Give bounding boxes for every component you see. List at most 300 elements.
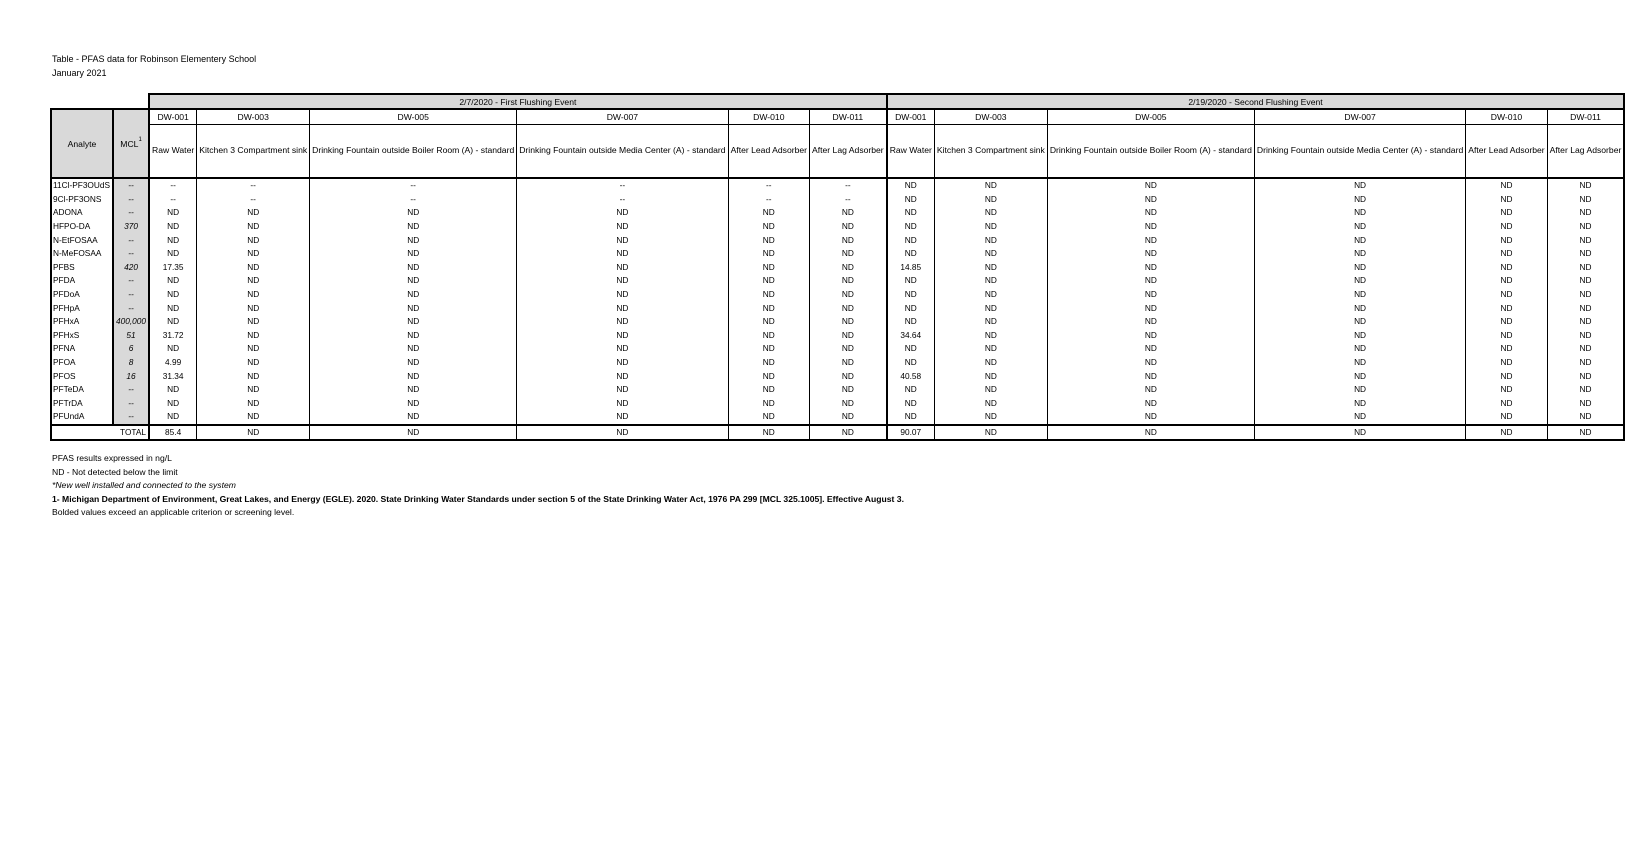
sample-id-header: DW-007 [1254,109,1465,125]
result-cell: ND [149,383,197,397]
sample-id-header: DW-001 [149,109,197,125]
result-cell: ND [934,220,1047,234]
result-cell: -- [310,178,517,193]
mcl-value: -- [113,178,149,193]
result-cell: ND [887,233,935,247]
result-cell: ND [934,206,1047,220]
result-cell: ND [310,274,517,288]
result-cell: ND [310,369,517,383]
result-cell: ND [810,301,887,315]
result-cell: ND [887,383,935,397]
table-row [51,315,1624,329]
analyte-name: PFDA [51,274,113,288]
result-cell: ND [1254,178,1465,193]
result-cell: ND [1047,178,1254,193]
analyte-name: PFUndA [51,410,113,425]
total-row [51,425,1624,440]
result-cell: ND [310,329,517,343]
result-cell: ND [1254,233,1465,247]
result-cell: ND [149,342,197,356]
result-cell: ND [1254,369,1465,383]
result-cell: ND [728,206,809,220]
analyte-name: PFTrDA [51,397,113,411]
result-cell: ND [1547,369,1624,383]
result-cell: ND [1547,315,1624,329]
sample-id-header: DW-010 [1466,109,1547,125]
mcl-value: -- [113,288,149,302]
table-row [51,356,1624,370]
note-line: *New well installed and connected to the system [52,480,236,491]
result-cell: ND [934,274,1047,288]
result-cell: ND [1547,301,1624,315]
result-cell: ND [149,410,197,425]
result-cell: ND [197,288,310,302]
analyte-name: HFPO-DA [51,220,113,234]
result-cell: ND [149,301,197,315]
result-cell: ND [728,383,809,397]
result-cell: ND [887,247,935,261]
table-row [51,233,1624,247]
result-cell: ND [517,369,728,383]
result-cell: ND [887,342,935,356]
table-row [51,329,1624,343]
result-cell: ND [810,206,887,220]
analyte-name: 9Cl-PF3ONS [51,193,113,207]
table-row [51,274,1624,288]
result-cell: ND [1254,410,1465,425]
mcl-value: 370 [113,220,149,234]
table-row [51,410,1624,425]
result-cell: ND [887,288,935,302]
total-value: ND [310,425,517,440]
result-cell: ND [1047,369,1254,383]
result-cell: ND [310,342,517,356]
result-cell: ND [1466,220,1547,234]
result-cell: ND [1466,329,1547,343]
result-cell: ND [728,247,809,261]
result-cell: ND [1254,274,1465,288]
result-cell: ND [728,288,809,302]
result-cell: ND [810,233,887,247]
note-line: Bolded values exceed an applicable criterion or screening level. [52,507,295,518]
mcl-value: -- [113,193,149,207]
sample-location-header: Kitchen 3 Compartment sink [197,125,310,179]
event-header: 2/19/2020 - Second Flushing Event [887,94,1625,109]
result-cell: ND [1254,220,1465,234]
result-cell: ND [197,233,310,247]
sample-location-header: Drinking Fountain outside Media Center (A) - standard [1254,125,1465,179]
result-cell: ND [1254,383,1465,397]
result-cell: ND [517,342,728,356]
result-cell: ND [310,233,517,247]
result-cell: ND [887,301,935,315]
mcl-value: -- [113,410,149,425]
result-cell: ND [810,220,887,234]
result-cell: ND [887,193,935,207]
result-cell: ND [517,206,728,220]
result-cell: ND [887,410,935,425]
result-cell: -- [149,178,197,193]
result-cell: ND [887,356,935,370]
sample-id-header: DW-011 [1547,109,1624,125]
result-cell: ND [728,220,809,234]
result-cell: ND [1254,342,1465,356]
result-cell: ND [1466,206,1547,220]
result-cell: ND [1466,383,1547,397]
sample-id-header: DW-011 [810,109,887,125]
result-cell: ND [934,301,1047,315]
sample-id-header: DW-007 [517,109,728,125]
sample-location-header: After Lag Adsorber [810,125,887,179]
table-row [51,342,1624,356]
result-cell: ND [1547,261,1624,275]
result-cell: ND [810,329,887,343]
result-cell: ND [728,274,809,288]
result-cell: ND [1254,247,1465,261]
total-label: TOTAL [51,425,149,440]
result-cell: ND [1547,397,1624,411]
result-cell: ND [310,383,517,397]
result-cell: ND [934,397,1047,411]
result-cell: ND [1047,397,1254,411]
result-cell: ND [887,178,935,193]
result-cell: ND [149,220,197,234]
result-cell: 14.85 [887,261,935,275]
analyte-header: Analyte [51,109,113,178]
sample-location-header: Drinking Fountain outside Media Center (A) - standard [517,125,728,179]
result-cell: ND [1466,315,1547,329]
result-cell: ND [728,301,809,315]
table-row [51,369,1624,383]
result-cell: ND [149,274,197,288]
result-cell: ND [1047,288,1254,302]
total-value: ND [1047,425,1254,440]
result-cell: ND [1047,206,1254,220]
result-cell: ND [810,369,887,383]
mcl-header [113,109,149,178]
result-cell: ND [1547,247,1624,261]
result-cell: ND [517,410,728,425]
result-cell: ND [728,397,809,411]
result-cell: ND [1547,274,1624,288]
analyte-name: PFTeDA [51,383,113,397]
result-cell: ND [934,247,1047,261]
table-row [51,220,1624,234]
result-cell: ND [1047,274,1254,288]
result-cell: ND [934,369,1047,383]
result-cell: ND [197,410,310,425]
result-cell: -- [810,193,887,207]
result-cell: ND [810,342,887,356]
result-cell: ND [197,329,310,343]
analyte-name: PFOS [51,369,113,383]
result-cell: ND [1466,397,1547,411]
result-cell: ND [310,356,517,370]
mcl-header-label: MCL [120,138,139,149]
result-cell: ND [934,261,1047,275]
result-cell: ND [1547,220,1624,234]
result-cell: ND [728,315,809,329]
result-cell: ND [810,288,887,302]
result-cell: ND [517,383,728,397]
result-cell: ND [1547,193,1624,207]
table-row [51,301,1624,315]
result-cell: -- [728,178,809,193]
result-cell: ND [1047,410,1254,425]
result-cell: ND [1047,342,1254,356]
pfas-data-table [50,93,1625,441]
result-cell: ND [1047,329,1254,343]
result-cell: ND [887,397,935,411]
analyte-name: PFOA [51,356,113,370]
result-cell: ND [934,315,1047,329]
result-cell: 31.34 [149,369,197,383]
result-cell: ND [149,233,197,247]
result-cell: ND [728,356,809,370]
sample-location-header: Drinking Fountain outside Boiler Room (A) - standard [1047,125,1254,179]
result-cell: ND [517,315,728,329]
result-cell: ND [1047,315,1254,329]
result-cell: ND [517,356,728,370]
result-cell: ND [197,342,310,356]
result-cell: ND [149,206,197,220]
analyte-name: ADONA [51,206,113,220]
analyte-name: 11Cl-PF3OUdS [51,178,113,193]
result-cell: ND [728,369,809,383]
mcl-value: -- [113,274,149,288]
result-cell: ND [149,315,197,329]
result-cell: ND [810,397,887,411]
total-value: ND [1254,425,1465,440]
result-cell: ND [310,261,517,275]
table-row [51,206,1624,220]
total-value: ND [1547,425,1624,440]
result-cell: ND [1466,193,1547,207]
table-row [51,193,1624,207]
result-cell: ND [1547,329,1624,343]
result-cell: ND [517,220,728,234]
table-row [51,261,1624,275]
total-value: ND [934,425,1047,440]
result-cell: ND [517,301,728,315]
result-cell: ND [1254,206,1465,220]
result-cell: ND [1466,274,1547,288]
analyte-name: PFHxS [51,329,113,343]
result-cell: ND [1254,397,1465,411]
sample-id-header: DW-005 [1047,109,1254,125]
result-cell: ND [728,410,809,425]
result-cell: -- [517,193,728,207]
result-cell: ND [1254,261,1465,275]
result-cell: ND [810,383,887,397]
mcl-value: -- [113,247,149,261]
result-cell: ND [1254,193,1465,207]
result-cell: ND [810,247,887,261]
result-cell: 4.99 [149,356,197,370]
mcl-value: -- [113,206,149,220]
result-cell: ND [1466,301,1547,315]
result-cell: ND [728,329,809,343]
note-line: PFAS results expressed in ng/L [52,453,172,463]
table-date: January 2021 [52,68,107,78]
result-cell: ND [1254,356,1465,370]
mcl-value: 16 [113,369,149,383]
result-cell: 34.64 [887,329,935,343]
result-cell: ND [1254,315,1465,329]
table-row [51,178,1624,193]
result-cell: ND [1466,261,1547,275]
mcl-value: -- [113,397,149,411]
analyte-name: PFDoA [51,288,113,302]
table-row [51,247,1624,261]
total-value: ND [1466,425,1547,440]
mcl-value: 51 [113,329,149,343]
total-value: ND [197,425,310,440]
result-cell: 17.35 [149,261,197,275]
sample-location-header: Kitchen 3 Compartment sink [934,125,1047,179]
mcl-footnote-marker: 1 [138,136,142,143]
result-cell: ND [1254,288,1465,302]
result-cell: ND [517,233,728,247]
result-cell: ND [1047,233,1254,247]
table-row [51,288,1624,302]
result-cell: ND [197,369,310,383]
result-cell: ND [310,206,517,220]
result-cell: ND [1547,356,1624,370]
result-cell: ND [1254,329,1465,343]
table-row [51,383,1624,397]
result-cell: -- [810,178,887,193]
sample-id-header: DW-005 [310,109,517,125]
result-cell: ND [1466,233,1547,247]
sample-id-header: DW-010 [728,109,809,125]
analyte-name: PFHxA [51,315,113,329]
result-cell: ND [887,274,935,288]
result-cell: -- [197,178,310,193]
result-cell: ND [1047,261,1254,275]
result-cell: ND [197,383,310,397]
result-cell: ND [934,342,1047,356]
result-cell: -- [517,178,728,193]
result-cell: ND [310,410,517,425]
sample-location-header: Raw Water [149,125,197,179]
analyte-name: PFHpA [51,301,113,315]
sample-location-header: After Lead Adsorber [1466,125,1547,179]
analyte-name: PFBS [51,261,113,275]
table-row [51,397,1624,411]
result-cell: ND [197,206,310,220]
result-cell: ND [197,220,310,234]
sample-location-header: Raw Water [887,125,935,179]
result-cell: ND [934,410,1047,425]
mcl-value: -- [113,383,149,397]
mcl-value: 8 [113,356,149,370]
table-title: Table - PFAS data for Robinson Elementery School [52,54,257,64]
result-cell: ND [197,274,310,288]
result-cell: -- [728,193,809,207]
result-cell: ND [149,247,197,261]
result-cell: ND [517,397,728,411]
result-cell: -- [310,193,517,207]
result-cell: ND [934,193,1047,207]
result-cell: ND [1466,247,1547,261]
result-cell: ND [149,288,197,302]
result-cell: ND [1547,342,1624,356]
mcl-value: 400,000 [113,315,149,329]
result-cell: ND [1547,410,1624,425]
note-line: ND - Not detected below the limit [52,466,178,477]
mcl-value: 6 [113,342,149,356]
result-cell: 40.58 [887,369,935,383]
sample-id-header: DW-003 [934,109,1047,125]
analyte-name: PFNA [51,342,113,356]
total-value: ND [810,425,887,440]
result-cell: ND [310,288,517,302]
result-cell: ND [1547,178,1624,193]
result-cell: ND [810,261,887,275]
sample-location-header: Drinking Fountain outside Boiler Room (A) - standard [310,125,517,179]
sample-id-header: DW-003 [197,109,310,125]
result-cell: ND [1047,193,1254,207]
result-cell: ND [197,356,310,370]
total-value: ND [517,425,728,440]
result-cell: ND [517,329,728,343]
result-cell: ND [1547,233,1624,247]
result-cell: ND [1466,356,1547,370]
result-cell: ND [728,342,809,356]
table-notes [52,452,904,520]
result-cell: ND [934,383,1047,397]
result-cell: ND [310,301,517,315]
result-cell: ND [1466,410,1547,425]
result-cell: ND [197,301,310,315]
result-cell: ND [810,356,887,370]
result-cell: ND [887,220,935,234]
sample-location-header: After Lead Adsorber [728,125,809,179]
sample-location-header: After Lag Adsorber [1547,125,1624,179]
result-cell: ND [934,288,1047,302]
result-cell: ND [934,329,1047,343]
result-cell: ND [149,397,197,411]
result-cell: ND [1547,288,1624,302]
result-cell: ND [1466,342,1547,356]
result-cell: ND [197,261,310,275]
result-cell: ND [310,220,517,234]
result-cell: ND [887,315,935,329]
result-cell: ND [197,315,310,329]
result-cell: ND [1466,178,1547,193]
result-cell: ND [310,397,517,411]
result-cell: ND [810,315,887,329]
result-cell: -- [149,193,197,207]
result-cell: ND [517,288,728,302]
result-cell: ND [517,261,728,275]
sample-id-header: DW-001 [887,109,935,125]
mcl-value: -- [113,301,149,315]
result-cell: ND [1047,220,1254,234]
result-cell: ND [934,356,1047,370]
result-cell: ND [1466,288,1547,302]
result-cell: ND [197,397,310,411]
result-cell: ND [1047,356,1254,370]
mcl-value: -- [113,233,149,247]
result-cell: ND [728,233,809,247]
result-cell: -- [197,193,310,207]
note-line: 1- Michigan Department of Environment, Great Lakes, and Energy (EGLE). 2020. State Drinking Water Standards under section 5 of the State Drinking Water Act, 1976 PA 299 [MCL 325.1005]. Effective August 3. [52,493,904,504]
result-cell: ND [1254,301,1465,315]
result-cell: ND [934,178,1047,193]
total-value: 85.4 [149,425,197,440]
